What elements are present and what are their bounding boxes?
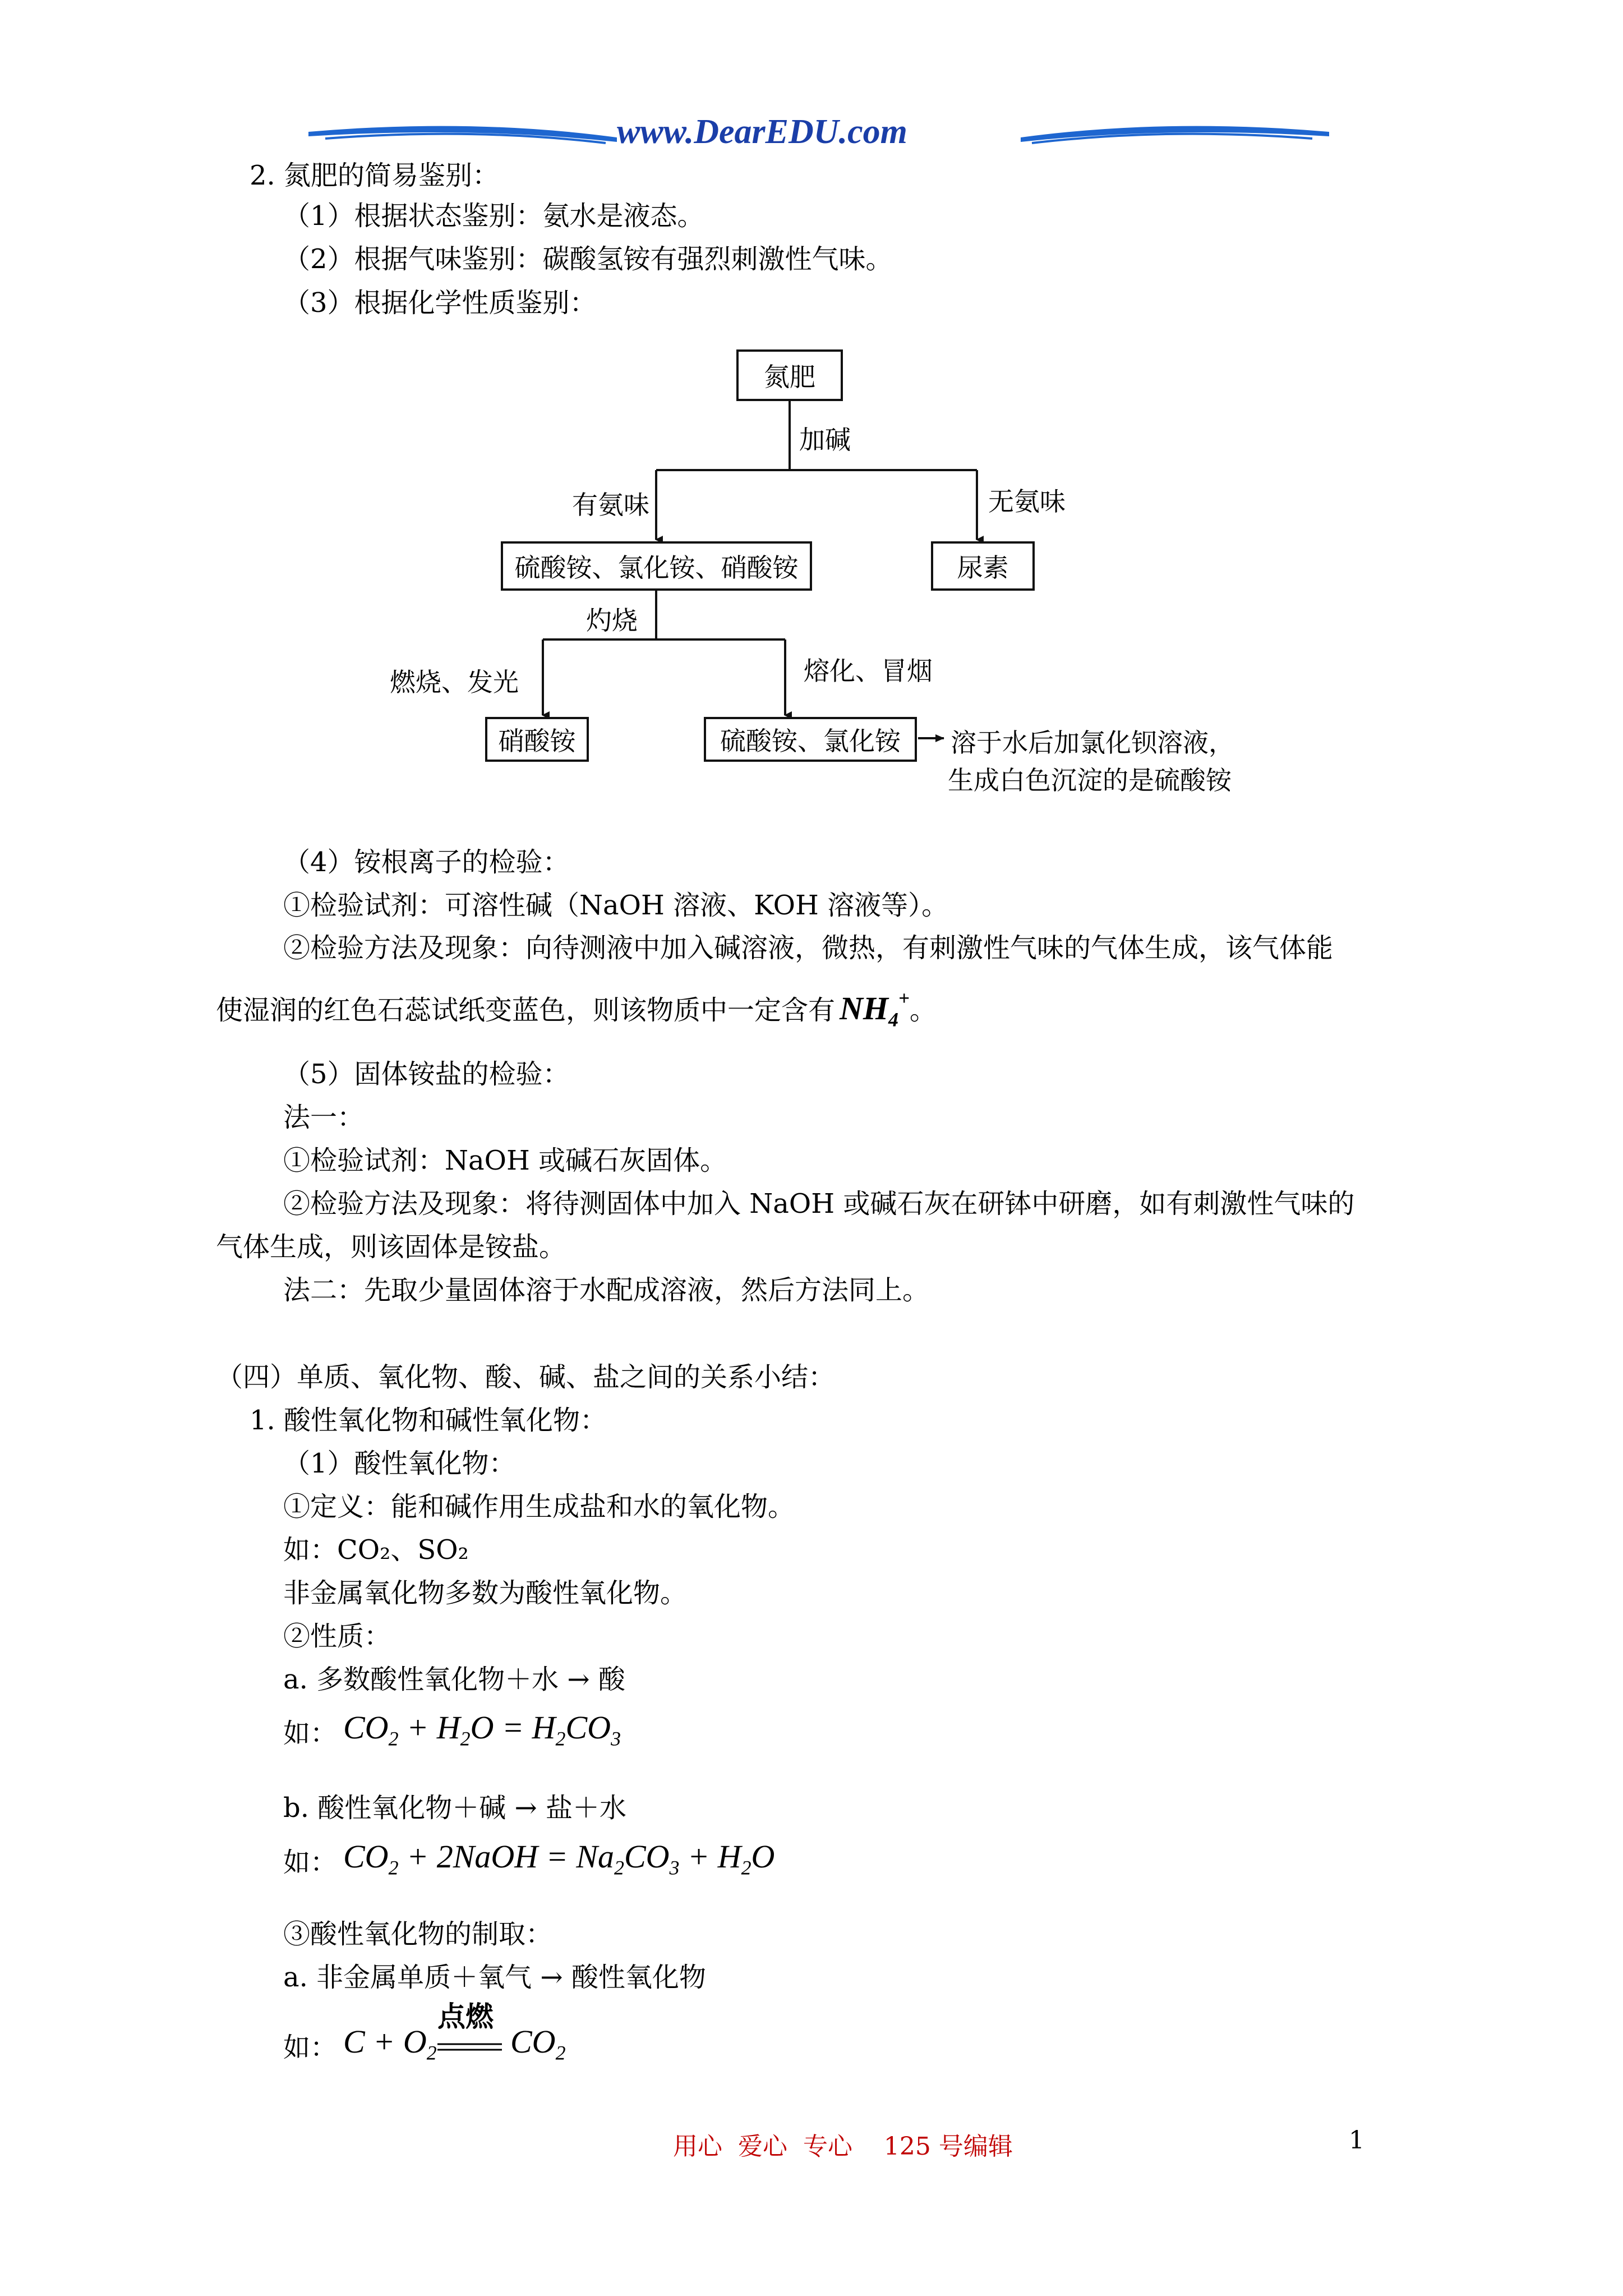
text-line: 如：CO₂、SO₂ bbox=[283, 1534, 469, 1566]
text-line: ②检验方法及现象：将待测固体中加入 NaOH 或碱石灰在研钵中研磨，如有刺激性气味的 bbox=[283, 1188, 1355, 1220]
formula-c-o2-left: $C + O_2$ bbox=[343, 2023, 437, 2064]
node-nitrogen-fertilizer: 氮肥 bbox=[736, 349, 843, 401]
reaction-equals-sign bbox=[437, 2042, 505, 2053]
text-line-with-formula: 使湿润的红色石蕊试纸变蓝色，则该物质中一定含有 $NH_4^+$。 bbox=[216, 987, 937, 1031]
text-line: ①检验试剂：NaOH 或碱石灰固体。 bbox=[283, 1145, 727, 1176]
text-line: 非金属氧化物多数为酸性氧化物。 bbox=[283, 1577, 688, 1609]
formula-c-o2-right: $CO_2$ bbox=[510, 2023, 566, 2064]
text-line: （3）根据化学性质鉴别： bbox=[283, 287, 597, 319]
label-burn-light: 燃烧、发光 bbox=[390, 667, 519, 697]
example-label: 如： bbox=[283, 2032, 338, 2063]
text-line: a. 多数酸性氧化物＋水 → 酸 bbox=[283, 1664, 625, 1695]
text-line: ①定义：能和碱作用生成盐和水的氧化物。 bbox=[283, 1491, 795, 1522]
example-label: 如： bbox=[283, 1847, 338, 1878]
section-heading: （四）单质、氧化物、酸、碱、盐之间的关系小结： bbox=[216, 1361, 836, 1393]
text-line: （4）铵根离子的检验： bbox=[283, 846, 570, 878]
node-urea: 尿素 bbox=[931, 541, 1035, 591]
reaction-condition: 点燃 bbox=[437, 2000, 494, 2033]
text-line: b. 酸性氧化物＋碱 → 盐＋水 bbox=[283, 1792, 626, 1824]
note-line-2: 生成白色沉淀的是硫酸铵 bbox=[948, 765, 1232, 795]
label-burn: 灼烧 bbox=[586, 605, 638, 636]
footer-text: 用心 爱心 专心 125 号编辑 bbox=[673, 2132, 1013, 2161]
text-line: ①检验试剂：可溶性碱（NaOH 溶液、KOH 溶液等）。 bbox=[283, 890, 949, 921]
label-add-base: 加碱 bbox=[799, 425, 851, 455]
note-line-1: 溶于水后加氯化钡溶液， bbox=[951, 728, 1234, 758]
text-line: （1）根据状态鉴别：氨水是液态。 bbox=[283, 200, 704, 232]
text-line: （5）固体铵盐的检验： bbox=[283, 1059, 570, 1090]
text-line: 1. 酸性氧化物和碱性氧化物： bbox=[250, 1405, 607, 1436]
example-label: 如： bbox=[283, 1718, 338, 1749]
text-line: 法二：先取少量固体溶于水配成溶液，然后方法同上。 bbox=[283, 1274, 930, 1306]
text-line: 气体生成，则该固体是铵盐。 bbox=[216, 1231, 566, 1263]
text-line: a. 非金属单质＋氧气 → 酸性氧化物 bbox=[283, 1962, 706, 1993]
formula-ammonium-ion: $NH_4^+$ bbox=[840, 987, 910, 1031]
text-line: ②性质： bbox=[283, 1621, 391, 1652]
text-line: 2. 氮肥的简易鉴别： bbox=[250, 160, 500, 191]
node-ammonium-salts: 硫酸铵、氯化铵、硝酸铵 bbox=[501, 541, 812, 591]
node-sulfate-chloride: 硫酸铵、氯化铵 bbox=[704, 717, 917, 762]
page-number: 1 bbox=[1349, 2126, 1364, 2155]
label-no-ammonia: 无氨味 bbox=[988, 486, 1066, 517]
flowchart-connectors bbox=[0, 0, 1623, 813]
formula-co2-naoh: $CO_2$ + 2NaOH = $Na_2CO_3 + H_2O$ bbox=[343, 1838, 775, 1879]
text-line: （1）酸性氧化物： bbox=[283, 1448, 516, 1479]
formula-co2-h2o: $CO_2 + H_2O = H_2CO_3$ bbox=[343, 1709, 621, 1750]
site-logo-text: www.DearEDU.com bbox=[617, 113, 907, 151]
text-line: ③酸性氧化物的制取： bbox=[283, 1918, 553, 1950]
text-line: 法一： bbox=[283, 1102, 365, 1133]
label-melt-smoke: 熔化、冒烟 bbox=[804, 656, 933, 686]
node-ammonium-nitrate: 硝酸铵 bbox=[485, 717, 589, 762]
label-has-ammonia: 有氨味 bbox=[572, 490, 649, 520]
text-line: ②检验方法及现象：向待测液中加入碱溶液，微热，有刺激性气味的气体生成，该气体能 bbox=[283, 932, 1334, 964]
text-line: （2）根据气味鉴别：碳酸氢铵有强烈刺激性气味。 bbox=[283, 243, 893, 275]
